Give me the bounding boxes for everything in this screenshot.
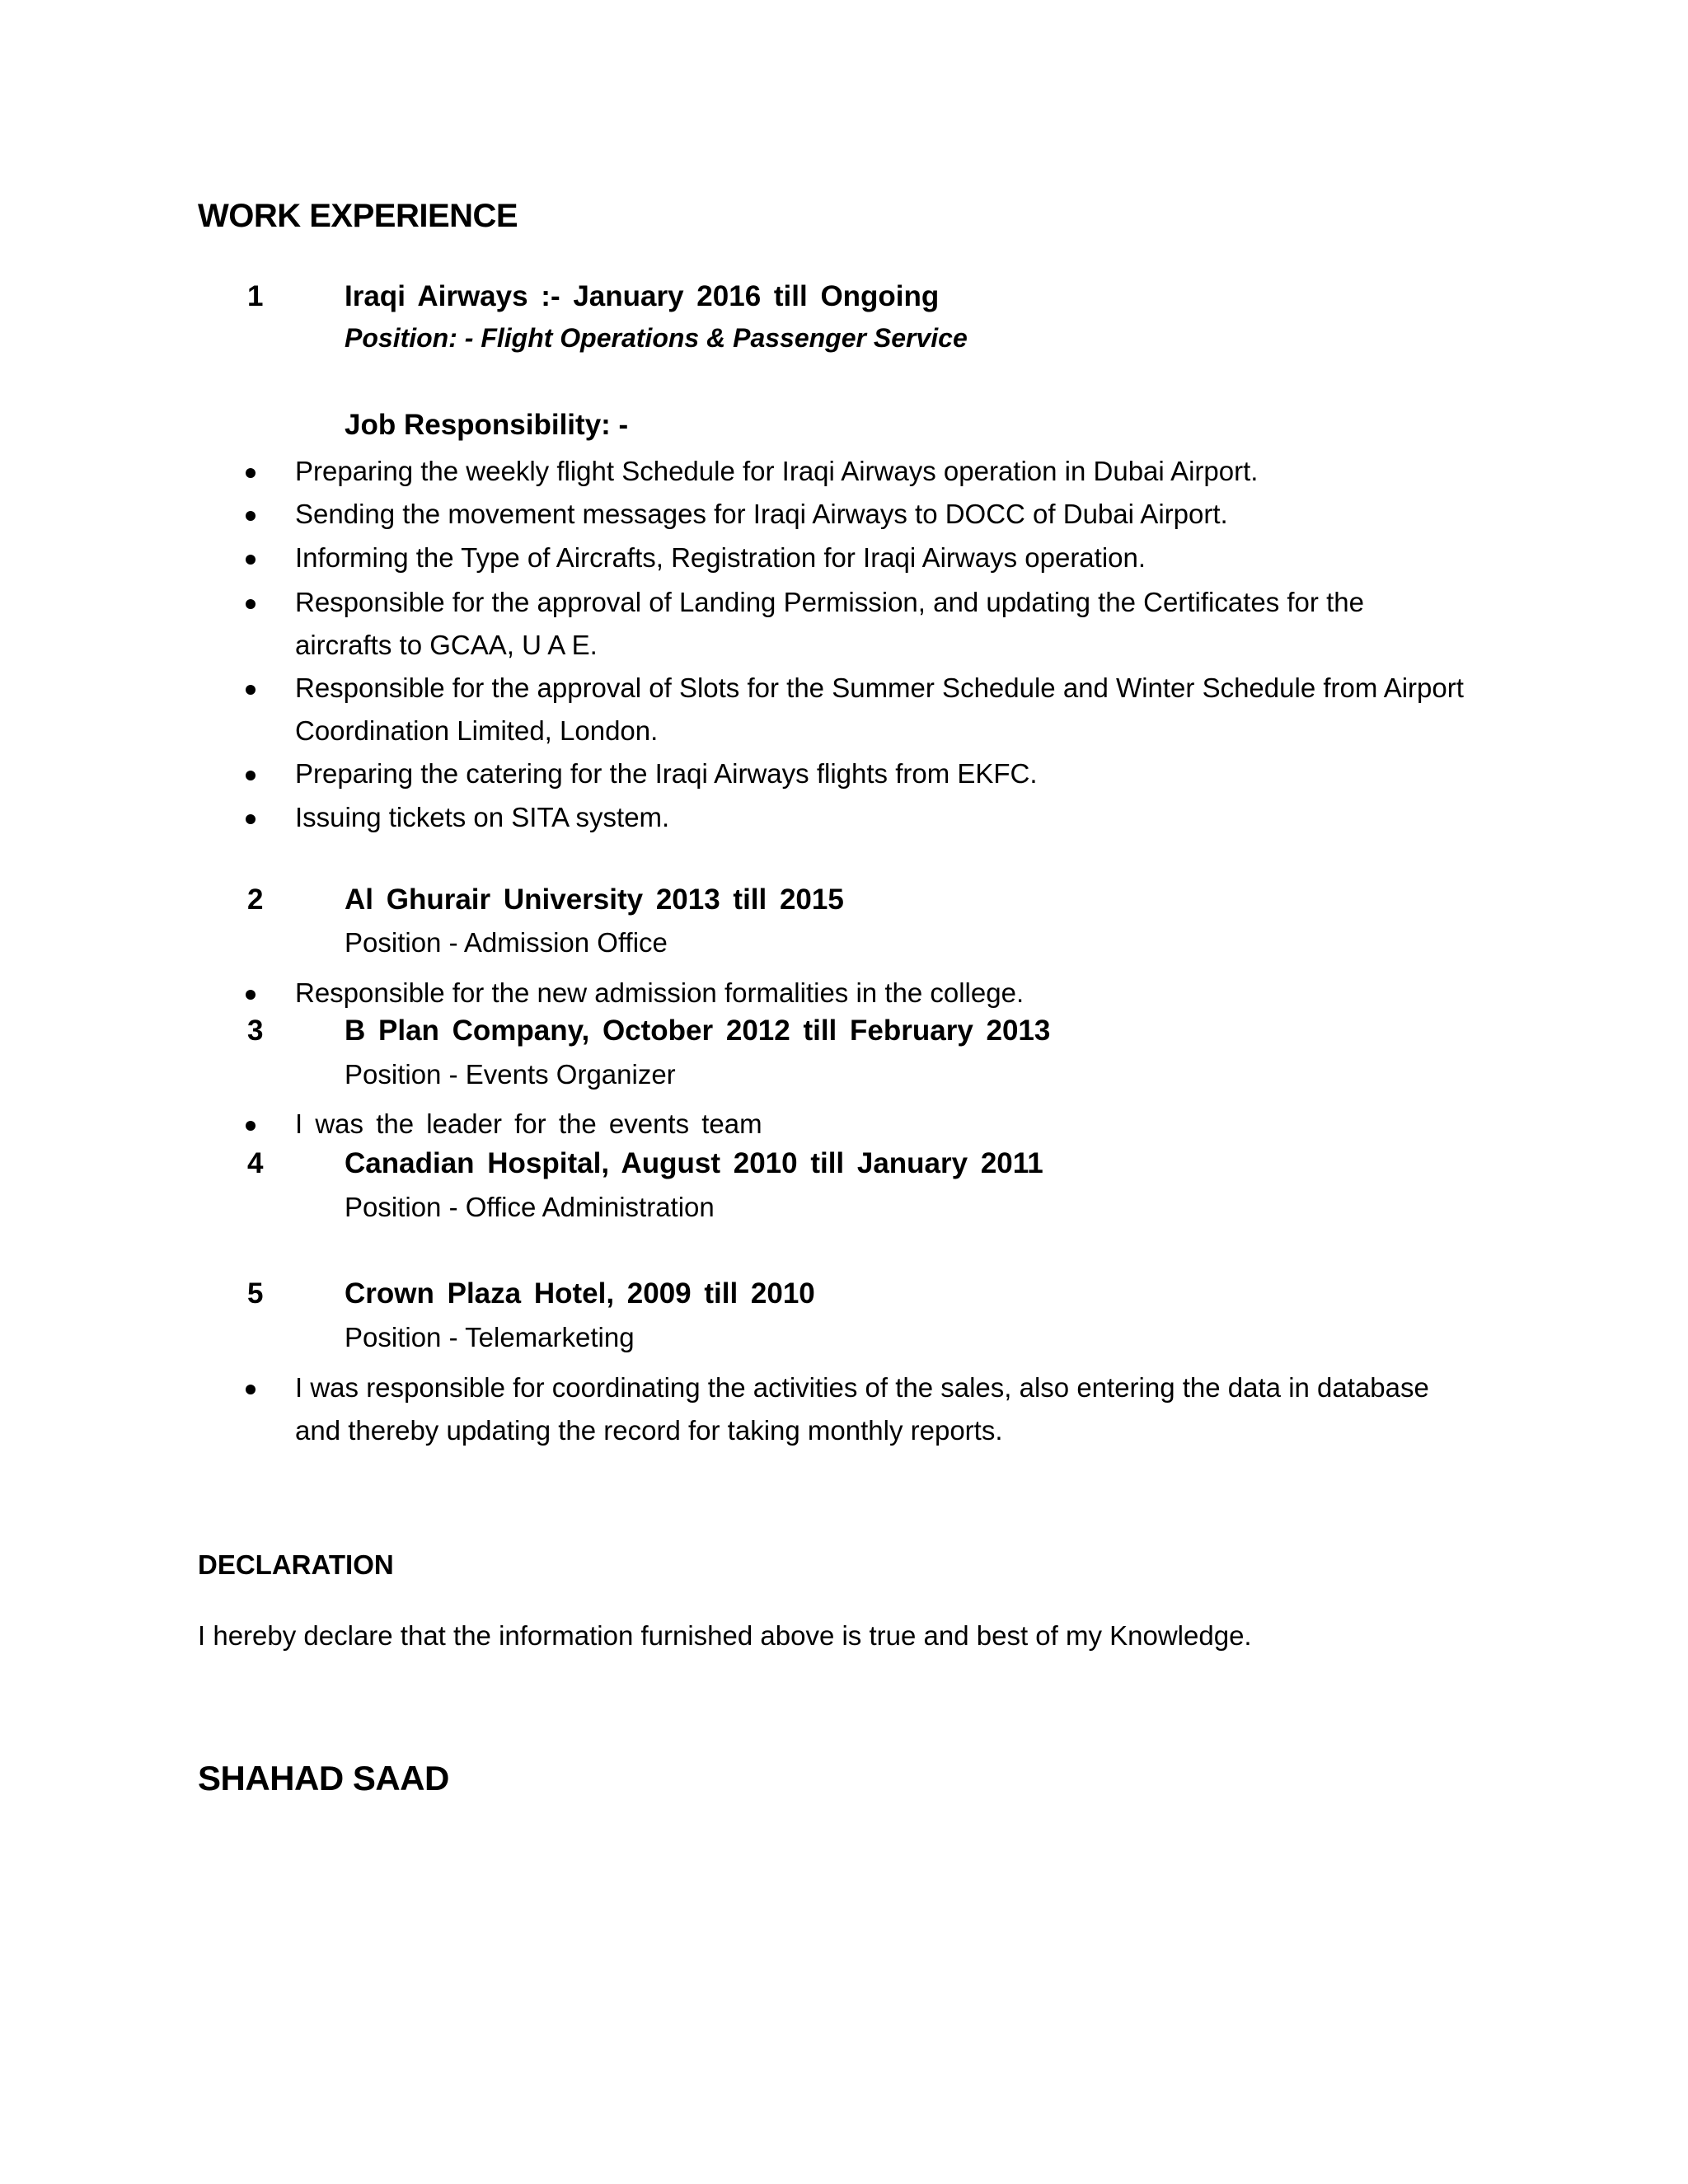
bullet-icon <box>246 511 256 521</box>
bullet-icon <box>246 990 256 1000</box>
job-1-bullet: Issuing tickets on SITA system. <box>295 802 670 832</box>
job-5-bullet: I was responsible for coordinating the activities of the sales, also entering the data in database and thereby updating the record for taking monthly reports. <box>295 1372 1429 1446</box>
job-2-bullet: Responsible for the new admission formalities in the college. <box>295 977 1025 1008</box>
declaration-text: I hereby declare that the information furnished above is true and best of my Knowledge. <box>198 1620 1252 1651</box>
job-1-bullet: Informing the Type of Aircrafts, Registration for Iraqi Airways operation. <box>295 542 1146 573</box>
bullet-icon <box>246 468 256 478</box>
bullet-icon <box>246 599 256 609</box>
job-2-position: Position - Admission Office <box>345 927 668 958</box>
job-5-heading: Crown Plaza Hotel, 2009 till 2010 <box>345 1277 815 1310</box>
job-1-bullet: Responsible for the approval of Landing Permission, and updating the Certificates for the aircrafts to GCAA, U A E. <box>295 587 1364 660</box>
bullet-icon <box>246 814 256 824</box>
signature-name: SHAHAD SAAD <box>198 1759 449 1797</box>
bullet-icon <box>246 771 256 780</box>
work-experience-heading: WORK EXPERIENCE <box>198 198 518 234</box>
job-2-heading: Al Ghurair University 2013 till 2015 <box>345 883 844 916</box>
job-5-position: Position - Telemarketing <box>345 1322 635 1352</box>
job-1-bullet: Responsible for the approval of Slots for the Summer Schedule and Winter Schedule from Airport Coordination Limited, London. <box>295 673 1464 746</box>
job-1-bullet: Preparing the catering for the Iraqi Airways flights from EKFC. <box>295 758 1038 789</box>
job-2-number: 2 <box>247 883 264 916</box>
bullet-icon <box>246 685 256 695</box>
job-5-number: 5 <box>247 1277 264 1310</box>
job-3-heading: B Plan Company, October 2012 till February 2013 <box>345 1015 1051 1047</box>
job-4-position: Position - Office Administration <box>345 1192 715 1222</box>
bullet-icon <box>246 555 256 565</box>
job-4-number: 4 <box>247 1147 264 1179</box>
job-1-responsibility-label: Job Responsibility: - <box>345 409 629 441</box>
bullet-icon <box>246 1385 256 1394</box>
job-1-number: 1 <box>247 280 264 312</box>
job-4-heading: Canadian Hospital, August 2010 till January 2011 <box>345 1147 1043 1179</box>
job-3-position: Position - Events Organizer <box>345 1059 676 1090</box>
job-1-position: Position: - Flight Operations & Passenger Service <box>345 323 968 353</box>
job-3-number: 3 <box>247 1015 264 1047</box>
job-3-bullet: I was the leader for the events team <box>295 1108 762 1139</box>
job-1-heading: Iraqi Airways :- January 2016 till Ongoing <box>345 280 940 312</box>
declaration-heading: DECLARATION <box>198 1549 394 1580</box>
job-1-bullet: Preparing the weekly flight Schedule for Iraqi Airways operation in Dubai Airport. <box>295 456 1259 486</box>
bullet-icon <box>246 1121 256 1131</box>
job-1-bullet: Sending the movement messages for Iraqi Airways to DOCC of Dubai Airport. <box>295 499 1228 529</box>
